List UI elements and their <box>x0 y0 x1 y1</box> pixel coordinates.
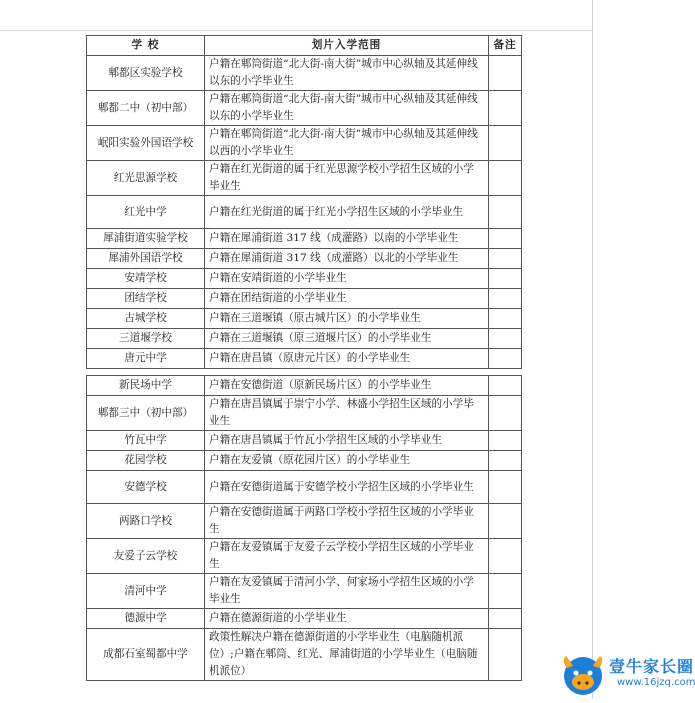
school-cell: 红光思源学校 <box>87 161 205 196</box>
range-cell: 户籍在犀浦街道 317 线（成灌路）以南的小学毕业生 <box>205 229 489 249</box>
table-row <box>87 289 522 309</box>
table-row <box>87 56 522 91</box>
table-row <box>87 309 522 329</box>
table-row <box>87 609 522 629</box>
school-cell: 新民场中学 <box>87 376 205 396</box>
note-cell <box>489 196 522 229</box>
table-row <box>87 451 522 471</box>
range-cell: 户籍在友爱镇属于清河小学、何家场小学招生区域的小学毕业生 <box>205 574 489 609</box>
note-cell <box>489 161 522 196</box>
table-row <box>87 504 522 539</box>
range-cell: 户籍在友爱镇（原花园片区）的小学毕业生 <box>205 451 489 471</box>
school-cell: 郫都三中（初中部） <box>87 396 205 431</box>
range-cell: 户籍在红光街道的属于红光小学招生区域的小学毕业生 <box>205 196 489 229</box>
range-cell: 户籍在安德街道（原新民场片区）的小学毕业生 <box>205 376 489 396</box>
school-cell: 三道堰学校 <box>87 329 205 349</box>
range-cell: 户籍在郫筒街道“北大街-南大街”城市中心纵轴及其延伸线以东的小学毕业生 <box>205 56 489 91</box>
note-cell <box>489 229 522 249</box>
table-row <box>87 269 522 289</box>
enrollment-table-top <box>86 35 522 369</box>
range-cell: 户籍在安德街道属于两路口学校小学招生区域的小学毕业生 <box>205 504 489 539</box>
enrollment-table-bottom <box>86 375 522 681</box>
note-cell <box>489 431 522 451</box>
table-row <box>87 376 522 396</box>
range-cell: 户籍在三道堰镇（原古城片区）的小学毕业生 <box>205 309 489 329</box>
note-cell <box>489 471 522 504</box>
range-cell: 户籍在郫筒街道“北大街-南大街”城市中心纵轴及其延伸线以西的小学毕业生 <box>205 126 489 161</box>
school-cell: 安德学校 <box>87 471 205 504</box>
note-cell <box>489 629 522 681</box>
table-row <box>87 161 522 196</box>
watermark-text: 壹牛家长圈 <box>609 657 695 676</box>
note-cell <box>489 91 522 126</box>
range-cell: 户籍在安靖街道的小学毕业生 <box>205 269 489 289</box>
range-cell: 户籍在唐昌镇属于竹瓦小学招生区域的小学毕业生 <box>205 431 489 451</box>
school-cell: 红光中学 <box>87 196 205 229</box>
table-row <box>87 196 522 229</box>
note-cell <box>489 269 522 289</box>
school-cell: 成都石室蜀都中学 <box>87 629 205 681</box>
table-row <box>87 126 522 161</box>
range-cell: 户籍在安德街道属于安德学校小学招生区域的小学毕业生 <box>205 471 489 504</box>
school-cell: 花园学校 <box>87 451 205 471</box>
note-cell <box>489 289 522 309</box>
watermark-url: www.16jzq.com <box>617 677 695 688</box>
note-cell <box>489 376 522 396</box>
note-cell <box>489 574 522 609</box>
table-header-row <box>87 36 522 56</box>
table-row <box>87 629 522 681</box>
range-cell: 户籍在郫筒街道“北大街-南大街”城市中心纵轴及其延伸线以东的小学毕业生 <box>205 91 489 126</box>
page-top-edge <box>0 30 592 31</box>
range-cell: 户籍在唐昌镇属于崇宁小学、林盛小学招生区域的小学毕业生 <box>205 396 489 431</box>
note-cell <box>489 609 522 629</box>
range-cell: 户籍在三道堰镇（原三道堰片区）的小学毕业生 <box>205 329 489 349</box>
note-cell <box>489 249 522 269</box>
school-cell: 犀浦街道实验学校 <box>87 229 205 249</box>
note-cell <box>489 396 522 431</box>
table-row <box>87 349 522 369</box>
header-range: 划片入学范围 <box>205 36 489 56</box>
table-row <box>87 249 522 269</box>
note-cell <box>489 309 522 329</box>
header-school: 学 校 <box>87 36 205 56</box>
table-row <box>87 396 522 431</box>
school-cell: 岷阳实验外国语学校 <box>87 126 205 161</box>
school-cell: 团结学校 <box>87 289 205 309</box>
range-cell: 户籍在团结街道的小学毕业生 <box>205 289 489 309</box>
range-cell: 户籍在犀浦街道 317 线（成灌路）以北的小学毕业生 <box>205 249 489 269</box>
page-right-edge <box>592 0 593 699</box>
note-cell <box>489 349 522 369</box>
header-note: 备注 <box>489 36 522 56</box>
school-cell: 清河中学 <box>87 574 205 609</box>
note-cell <box>489 329 522 349</box>
table-row <box>87 431 522 451</box>
table-row <box>87 574 522 609</box>
range-cell: 户籍在红光街道的属于红光思源学校小学招生区域的小学毕业生 <box>205 161 489 196</box>
school-cell: 郫都区实验学校 <box>87 56 205 91</box>
school-cell: 安靖学校 <box>87 269 205 289</box>
note-cell <box>489 504 522 539</box>
school-cell: 竹瓦中学 <box>87 431 205 451</box>
table-row <box>87 91 522 126</box>
school-cell: 犀浦外国语学校 <box>87 249 205 269</box>
table-row <box>87 329 522 349</box>
school-cell: 唐元中学 <box>87 349 205 369</box>
note-cell <box>489 56 522 91</box>
range-cell: 政策性解决户籍在德源街道的小学毕业生（电脑随机派位）;户籍在郫筒、红光、犀浦街道的小学毕业生（电脑随机派位） <box>205 629 489 681</box>
range-cell: 户籍在唐昌镇（原唐元片区）的小学毕业生 <box>205 349 489 369</box>
site-watermark <box>557 650 695 699</box>
school-cell: 德源中学 <box>87 609 205 629</box>
range-cell: 户籍在德源街道的小学毕业生 <box>205 609 489 629</box>
school-cell: 友爱子云学校 <box>87 539 205 574</box>
table-row <box>87 229 522 249</box>
note-cell <box>489 539 522 574</box>
cow-logo-icon <box>557 650 609 699</box>
range-cell: 户籍在友爱镇属于友爱子云学校小学招生区域的小学毕业生 <box>205 539 489 574</box>
school-cell: 两路口学校 <box>87 504 205 539</box>
school-cell: 郫都二中（初中部） <box>87 91 205 126</box>
note-cell <box>489 451 522 471</box>
note-cell <box>489 126 522 161</box>
table-row <box>87 471 522 504</box>
table-row <box>87 539 522 574</box>
school-cell: 古城学校 <box>87 309 205 329</box>
